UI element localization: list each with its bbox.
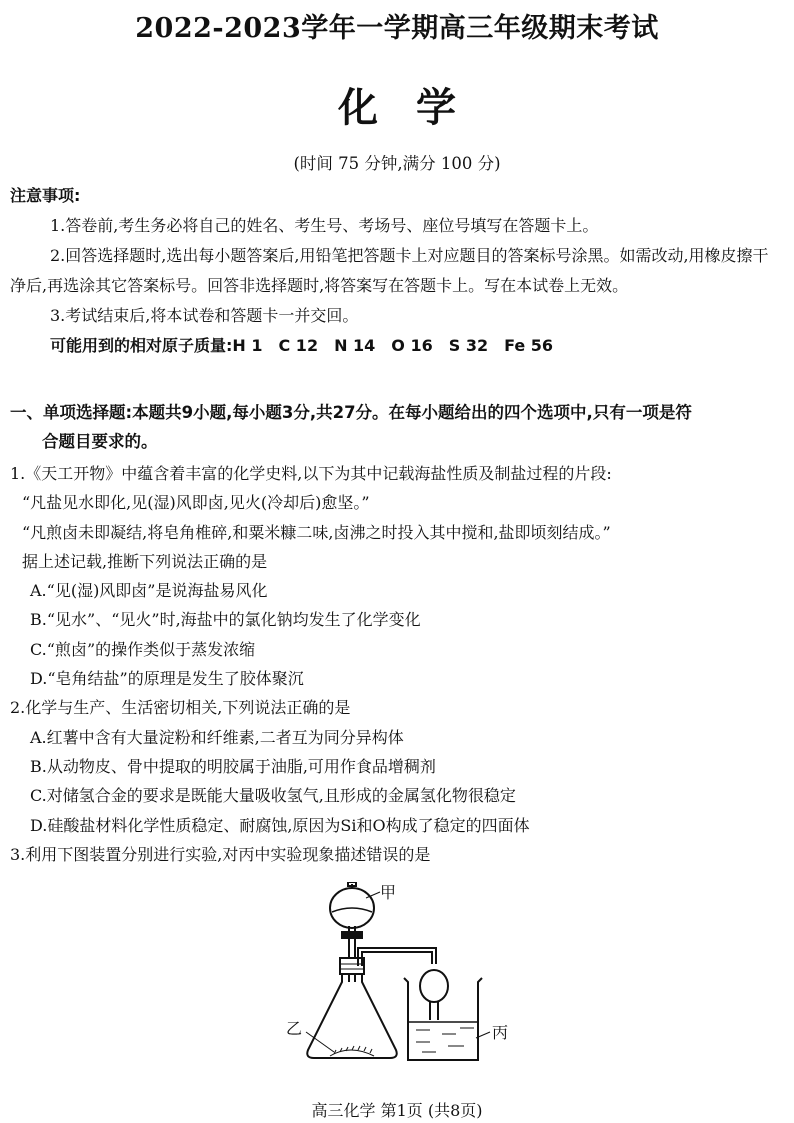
section-heading-line2: 合题目要求的。 xyxy=(42,432,158,451)
label-bing: 丙 xyxy=(492,1023,509,1042)
section-heading-line1: 一、单项选择题:本题共9小题,每小题3分,共27分。在每小题给出的四个选项中,只有一项是符 xyxy=(10,403,692,422)
question-stem: 2.化学与生产、生活密切相关,下列说法正确的是 xyxy=(10,698,351,718)
question-stem: 3.利用下图装置分别进行实验,对丙中实验现象描述错误的是 xyxy=(10,844,431,864)
option-b: B.“见水”、“见火”时,海盐中的氯化钠均发生了化学变化 xyxy=(30,610,421,630)
question-1 xyxy=(10,459,784,693)
page-footer: 高三化学 第1页 (共8页) xyxy=(311,1101,483,1120)
exam-title: 2022-2023学年一学期高三年级期末考试 xyxy=(135,13,659,44)
stopcock xyxy=(342,932,362,938)
option-c: C.对储氢合金的要求是既能大量吸收氢气,且形成的金属氢化物很稳定 xyxy=(30,786,516,806)
question-3 xyxy=(10,840,784,869)
option-a: A.红薯中含有大量淀粉和纤维素,二者互为同分异构体 xyxy=(30,727,404,747)
question-text: “凡盐见水即化,见(湿)风即卤,见火(冷却后)愈坚。” xyxy=(22,493,370,513)
inverted-funnel xyxy=(420,970,448,1002)
notes-block xyxy=(10,181,784,361)
question-2 xyxy=(10,693,784,839)
question-text: 据上述记载,推断下列说法正确的是 xyxy=(22,551,268,571)
option-d: D.硅酸盐材料化学性质稳定、耐腐蚀,原因为Si和O构成了稳定的四面体 xyxy=(30,815,530,835)
option-a: A.“见(湿)风即卤”是说海盐易风化 xyxy=(30,581,268,601)
question-stem: 1.《天工开物》中蕴含着丰富的化学史料,以下为其中记载海盐性质及制盐过程的片段: xyxy=(10,464,612,483)
notes-heading: 注意事项: xyxy=(10,186,81,205)
atomic-mass-line: 可能用到的相对原子质量:H 1 C 12 N 14 O 16 S 32 Fe 56 xyxy=(50,336,554,355)
beaker xyxy=(404,978,482,1060)
question-text: “凡煎卤未即凝结,将皂角椎碎,和粟米糠二味,卤沸之时投入其中搅和,盐即顷刻结成。” xyxy=(22,522,611,542)
questions-block xyxy=(10,459,784,869)
note-item: 3.考试结束后,将本试卷和答题卡一并交回。 xyxy=(50,306,359,325)
delivery-tube xyxy=(358,948,436,966)
note-item: 1.答卷前,考生务必将自己的姓名、考生号、考场号、座位号填写在答题卡上。 xyxy=(50,216,599,235)
option-b: B.从动物皮、骨中提取的明胶属于油脂,可用作食品增稠剂 xyxy=(30,756,436,776)
option-d: D.“皂角结盐”的原理是发生了胶体聚沉 xyxy=(30,669,304,689)
subject-title: 化学 xyxy=(338,84,494,131)
option-c: C.“煎卤”的操作类似于蒸发浓缩 xyxy=(30,639,256,659)
lab-apparatus-diagram xyxy=(270,882,530,1082)
note-item: 2.回答选择题时,选出每小题答案后,用铅笔把答题卡上对应题目的答案标号涂黑。如需改动,用橡皮擦干净后,再选涂其它答案标号。回答非选择题时,将答案写在答题卡上。写在本试卷上无效。 xyxy=(10,246,769,295)
section-heading xyxy=(10,398,784,456)
label-jia: 甲 xyxy=(380,883,397,902)
label-yi: 乙 xyxy=(286,1019,303,1038)
stopper xyxy=(340,958,364,974)
time-info: (时间 75 分钟,满分 100 分) xyxy=(293,154,501,173)
